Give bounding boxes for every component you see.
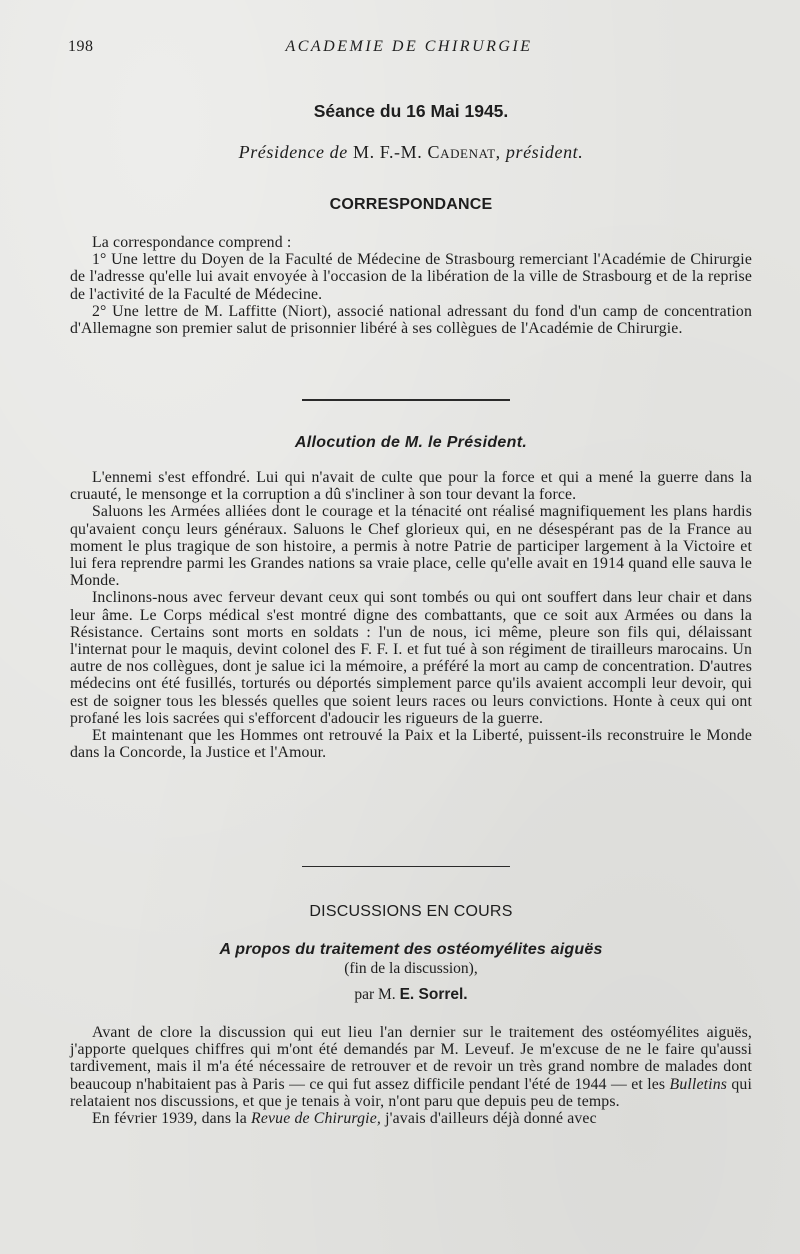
article-paragraph — [70, 1024, 752, 1110]
allocution-paragraph: Et maintenant que les Hommes ont retrouvé la Paix et la Liberté, puissent-ils reconstruire le Monde dans la Concorde, la Justice et l'Amour. — [70, 727, 752, 762]
allocution-body — [70, 469, 752, 761]
byline-author: E. Sorrel. — [399, 986, 468, 1003]
seance-title: Séance du 16 Mai 1945. — [313, 101, 509, 121]
allocution-paragraph: L'ennemi s'est effondré. Lui qui n'avait de culte que pour la force et qui a mené la guerre dans la cruauté, le mensonge et la corruption a dû s'incliner à son tour devant la force. — [70, 469, 752, 504]
allocution-paragraph: Inclinons-nous avec ferveur devant ceux qui sont tombés ou qui ont souffert dans leur chair et dans leur âme. Le Corps médical s'est montré digne des combattants, que ce soit aux Armées ou dans la Résistance. Certains sont morts en soldats : l'un de nous, ici même, pleure son fils qui, délaissant l'internat pour le maquis, devint colonel des F. F. I. et fut tué à son régiment de tirailleurs marocains. Un autre de nos collègues, dont je salue ici la mémoire, a préféré la mort au camp de concentration. D'autres médecins ont été fusillés, torturés ou déportés simplement parce qu'ils avaient accompli leur devoir, qui est de soigner tous les blessés quelles que soient leurs races ou leurs convictions. Honte à ceux qui ont profané les lois sacrées qui s'efforcent d'adoucir les rigueurs de la guerre. — [70, 589, 752, 727]
article-byline — [70, 986, 752, 1004]
journal-title: ACADEMIE DE CHIRURGIE — [285, 38, 533, 55]
presidence-name-last: Cadenat, — [427, 142, 501, 162]
correspondance-paragraph: 1° Une lettre du Doyen de la Faculté de Médecine de Strasbourg remerciant l'Académie de Chirurgie de l'adresse qu'elle lui avait envoyée à l'occasion de la libération de la ville de Strasbourg et de la reprise de l'activité de la Faculté de Médecine. — [70, 251, 752, 303]
correspondance-paragraph: La correspondance comprend : — [92, 234, 292, 251]
correspondance-body — [70, 234, 752, 337]
correspondance-paragraph: 2° Une lettre de M. Laffitte (Niort), associé national adressant du fond d'un camp de concentration d'Allemagne son premier salut de prisonnier libéré à ses collègues de l'Académie de Chirurgie. — [70, 302, 752, 338]
article-title: A propos du traitement des ostéomyélites aiguës — [219, 941, 603, 958]
section-divider — [302, 399, 510, 401]
article-text-italic: Revue de Chirurgie, — [251, 1110, 381, 1128]
allocution-paragraph: Saluons les Armées alliées dont le courage et la ténacité ont réalisé magnifiquement les plans hardis qu'avaient conçu leurs généraux. Saluons le Chef glorieux qui, en ne désespérant pas de la France au moment le plus tragique de son histoire, a permis à notre Patrie de participer largement à la Victoire et lui fera reprendre parmi les Grandes nations sa vraie place, celle qu'elle avait en 1914 quand elle sauva le Monde. — [70, 503, 752, 590]
running-head — [68, 38, 750, 60]
byline-prefix: par M. — [354, 986, 396, 1003]
discussions-heading: DISCUSSIONS EN COURS — [309, 903, 513, 920]
article-body — [70, 1024, 752, 1127]
article-text-run: qui relataient nos discussions, et que je tenais à voir, n'ont paru que depuis peu de temps. — [70, 1075, 752, 1110]
article-paragraph — [70, 1110, 752, 1127]
article-text-run: En février 1939, dans la — [92, 1110, 247, 1128]
presidence-prefix: Présidence de — [238, 142, 348, 162]
presidence-line — [70, 142, 752, 163]
presidence-suffix: président. — [505, 142, 584, 162]
section-divider — [302, 866, 510, 867]
article-text-run: Avant de clore la discussion qui eut lieu l'an dernier sur le traitement des ostéomyélites aiguës, j'apporte quelques chiffres qui m'ont été demandés par M. Leveuf. Je m'excuse de ne le faire qu'aussi tardivement, mais il m'a été nécessaire de retrouver et de revoir un très grand nombre de malades dont beaucoup n'habitaient pas à Paris — ce qui fut assez difficile pendant l'été de 1944 — et les — [70, 1024, 752, 1093]
presidence-name-first: M. F.-M. — [352, 142, 423, 162]
article-subtitle: (fin de la discussion), — [344, 960, 478, 977]
article-text-italic: Bulletins — [669, 1075, 728, 1093]
allocution-heading: Allocution de M. le Président. — [294, 434, 528, 451]
correspondance-heading: CORRESPONDANCE — [329, 196, 493, 213]
article-text-run: j'avais d'ailleurs déjà donné avec — [385, 1110, 597, 1128]
page-number: 198 — [68, 38, 94, 55]
